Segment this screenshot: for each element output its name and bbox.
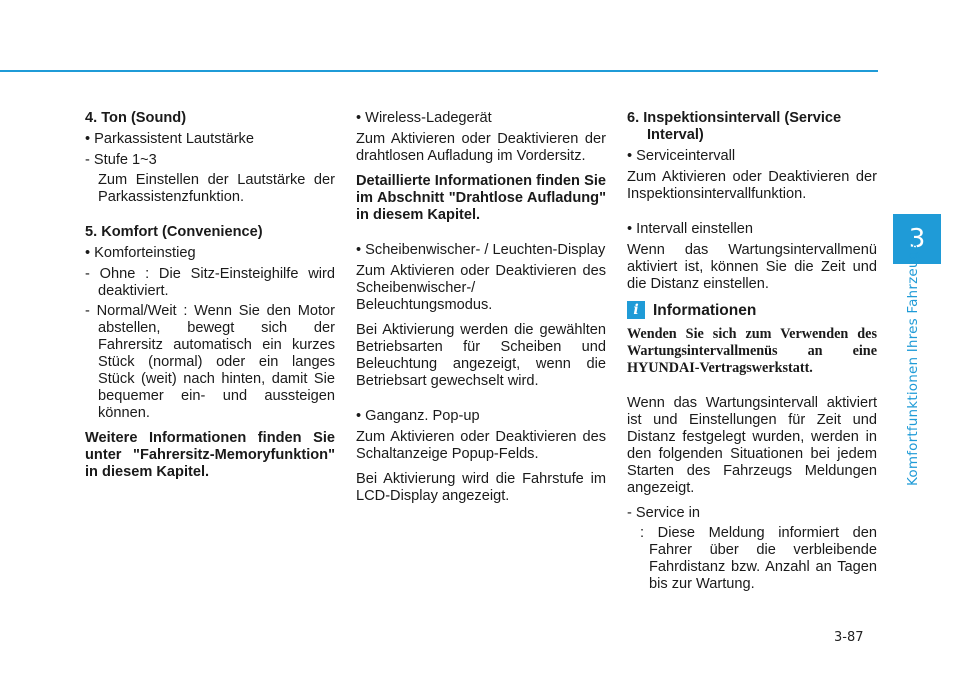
service-in-description: : Diese Meldung informiert den Fahrer über die verbleibende Fahrdistanz bzw. Anzahl an Tagen bis zur Wartung. [640,525,877,592]
bullet-park-volume: • Parkassistent Lautstärke [85,131,254,147]
column-2 [356,110,606,513]
chapter-number: 3 [908,224,926,254]
set-interval-description: Wenn das Wartungsintervallmenü aktiviert ist, können Sie die Zeit und die Distanz einstellen. [627,242,877,292]
wiper-description: Zum Aktivieren oder Deaktivieren des Scheibenwischer-/ Beleuchtungsmodus. [356,263,606,313]
bullet-wireless-charger: • Wireless-Ladegerät [356,110,492,126]
info-box-header [627,301,877,319]
wireless-description: Zum Aktivieren oder Deaktivieren der drahtlosen Aufladung im Vordersitz. [356,131,606,164]
column-1 [85,110,335,489]
bullet-set-interval: • Intervall einstellen [627,221,753,237]
level-description: Zum Einstellen der Lautstärke der Parkassistenzfunktion. [98,172,335,205]
bullet-wiper-display: • Scheibenwischer- / Leuchten-Display [356,242,606,258]
dash-normal-wide: - Normal/Weit : Wenn Sie den Motor abstellen, bewegt sich der Fahrersitz automatisch ein kurzes Stück (normal) oder ein langes Stück (weit) nach hinten, damit Sie bequemer ein- und aussteigen können. [85,303,335,421]
service-interval-description: Zum Aktivieren oder Deaktivieren der Inspektionsintervallfunktion. [627,169,877,202]
info-icon: i [627,301,645,319]
section-heading-service: 6. Inspektionsintervall (Service Interval) [627,110,842,143]
dash-off: - Ohne : Die Sitz-Einsteighilfe wird deaktiviert. [85,266,335,299]
wiper-description-2: Bei Aktivierung werden die gewählten Betriebsarten für Scheiben und Beleuchtung angezeigt, wenn die Betriebsart gewechselt wird. [356,322,606,389]
wireless-reference: Detaillierte Informationen finden Sie im Abschnitt "Drahtlose Aufladung" in diesem Kapitel. [356,173,606,223]
gear-description-2: Bei Aktivierung wird die Fahrstufe im LCD-Display angezeigt. [356,471,606,504]
bullet-comfort-entry: • Komforteinstieg [85,245,196,261]
header-rule [0,70,878,72]
column-3 [627,110,877,601]
section-heading-comfort: 5. Komfort (Convenience) [85,224,263,240]
info-text-2: Wenn das Wartungsintervall aktiviert ist und Einstellungen für Zeit und Distanz festgelegt wurden, werden in den folgenden Situationen bei jedem Starten des Fahrzeugs Meldungen angezeigt. [627,395,877,496]
bullet-gear-popup: • Ganganz. Pop-up [356,408,480,424]
section-heading-sound: 4. Ton (Sound) [85,110,187,126]
memory-reference: Weitere Informationen finden Sie unter "Fahrersitz-Memoryfunktion" in diesem Kapitel. [85,430,335,480]
info-text: Wenden Sie sich zum Verwenden des Wartungsintervallmenüs an eine HYUNDAI-Vertragswerkstatt. [627,326,877,376]
page-number: 3-87 [834,630,864,645]
bullet-service-interval: • Serviceintervall [627,148,736,164]
gear-description: Zum Aktivieren oder Deaktivieren des Schaltanzeige Popup-Felds. [356,429,606,462]
chapter-title: Komfortfunktionen Ihres Fahrzeugs [905,243,921,486]
dash-service-in: - Service in [627,505,700,521]
dash-level: - Stufe 1~3 [85,152,157,168]
info-title: Informationen [653,301,757,319]
